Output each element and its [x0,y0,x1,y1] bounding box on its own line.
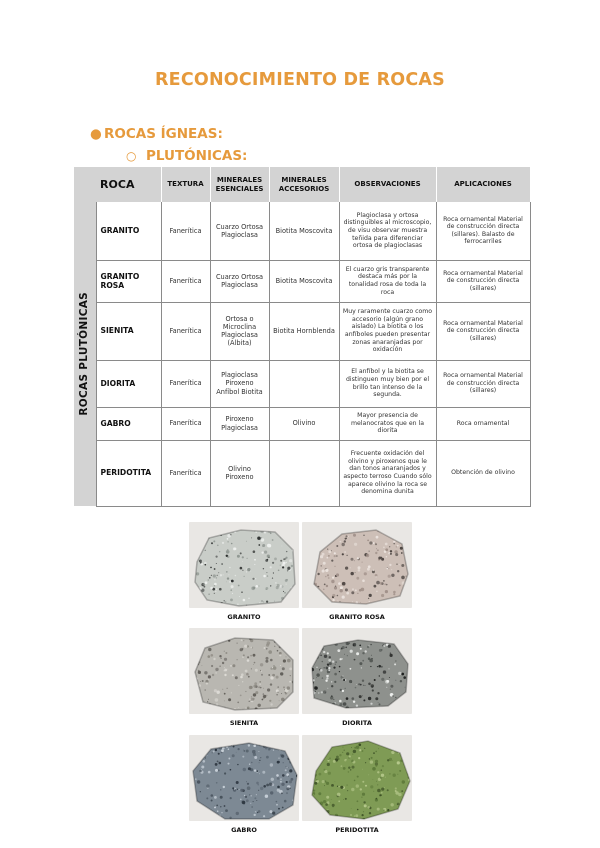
cell-textura: Fanerítica [161,440,210,506]
cell-textura: Fanerítica [161,202,210,260]
rock-photo-granito [189,522,299,608]
cell-observaciones: Muy raramente cuarzo como accesorio (algún grano aislado) La biotita o los anfíboles pueden presentar zonas anaranjadas por oxidación [339,302,436,360]
rock-photo-granito-rosa [302,522,412,608]
cell-esenciales: Cuarzo Ortosa Plagioclasa [210,260,269,302]
cell-textura: Fanerítica [161,360,210,407]
section-heading [90,126,223,142]
rocks-table [74,167,531,507]
cell-roca: GRANITO ROSA [96,260,161,302]
cell-accesorios: Biotita Hornblenda [269,302,339,360]
cell-esenciales: Cuarzo Ortosa Plagioclasa [210,202,269,260]
cell-esenciales: Piroxeno Plagioclasa [210,407,269,440]
cell-textura: Fanerítica [161,302,210,360]
cell-esenciales: Ortosa o Microclina Plagioclasa (Albita) [210,302,269,360]
table-row [74,407,530,440]
header-minerales-esenciales: MINERALES ESENCIALES [210,167,269,202]
cell-accesorios: Biotita Moscovita [269,260,339,302]
cell-aplicaciones: Roca ornamental [436,407,530,440]
rock-photo-peridotita [302,735,412,821]
table-header-row [74,167,530,202]
rock-photo-sienita [189,628,299,714]
table-row [74,202,530,260]
group-label: ROCAS PLUTÓNICAS [78,292,91,416]
cell-observaciones: Frecuente oxidación del olivino y piroxenos que le dan tonos anaranjados y aspecto terroso Cuando sólo aparece olivino la roca se denomina dunita [339,440,436,506]
hollow-bullet-icon: ○ [126,149,137,163]
cell-aplicaciones: Obtención de olivino [436,440,530,506]
photo-caption-sienita: SIENITA [229,719,259,727]
cell-roca: GABRO [96,407,161,440]
cell-roca: GRANITO [96,202,161,260]
cell-accesorios: Olivino [269,407,339,440]
header-aplicaciones: APLICACIONES [436,167,530,202]
cell-roca: PERIDOTITA [96,440,161,506]
cell-observaciones: El cuarzo gris transparente destaca más por la tonalidad rosa de toda la roca [339,260,436,302]
cell-observaciones: El anfíbol y la biotita se distinguen muy bien por el brillo tan intenso de la segunda. [339,360,436,407]
cell-textura: Fanerítica [161,407,210,440]
rock-photo-diorita [302,628,412,714]
cell-accesorios [269,360,339,407]
header-observaciones: OBSERVACIONES [339,167,436,202]
group-label-cell [74,202,96,506]
cell-observaciones: Plagioclasa y ortosa distinguibles al microscopio, de visu observar muestra teñida para diferenciar ortosa de plagioclasas [339,202,436,260]
cell-aplicaciones: Roca ornamental Material de construcción directa (sillares) [436,302,530,360]
cell-esenciales: Plagioclasa Piroxeno Anfíbol Biotita [210,360,269,407]
photo-caption-diorita: DIORITA [342,719,372,727]
cell-aplicaciones: Roca ornamental Material de construcción directa (sillares). Balasto de ferrocarriles [436,202,530,260]
header-minerales-accesorios: MINERALES ACCESORIOS [269,167,339,202]
photo-caption-granito-rosa: GRANITO ROSA [329,613,385,621]
rock-photo-gabro [189,735,299,821]
header-roca: ROCA [74,167,161,202]
table-row [74,440,530,506]
cell-textura: Fanerítica [161,260,210,302]
bullet-dot-icon: ● [90,126,102,142]
header-textura: TEXTURA [161,167,210,202]
cell-roca: SIENITA [96,302,161,360]
photo-caption-gabro: GABRO [231,826,257,834]
subsection-heading [126,148,247,164]
cell-esenciales: Olivino Piroxeno [210,440,269,506]
section-heading-text: ROCAS ÍGNEAS: [104,126,223,142]
cell-accesorios [269,440,339,506]
subsection-heading-text: PLUTÓNICAS: [146,148,248,164]
cell-observaciones: Mayor presencia de melanocratos que en la diorita [339,407,436,440]
cell-roca: DIORITA [96,360,161,407]
photo-caption-granito: GRANITO [227,613,261,621]
cell-aplicaciones: Roca ornamental Material de construcción directa (sillares) [436,360,530,407]
cell-accesorios: Biotita Moscovita [269,202,339,260]
page-title: RECONOCIMIENTO DE ROCAS [155,70,445,90]
photo-caption-peridotita: PERIDOTITA [335,826,379,834]
cell-aplicaciones: Roca ornamental Material de construcción directa (sillares) [436,260,530,302]
table-row [74,260,530,302]
table-row [74,302,530,360]
table-row [74,360,530,407]
